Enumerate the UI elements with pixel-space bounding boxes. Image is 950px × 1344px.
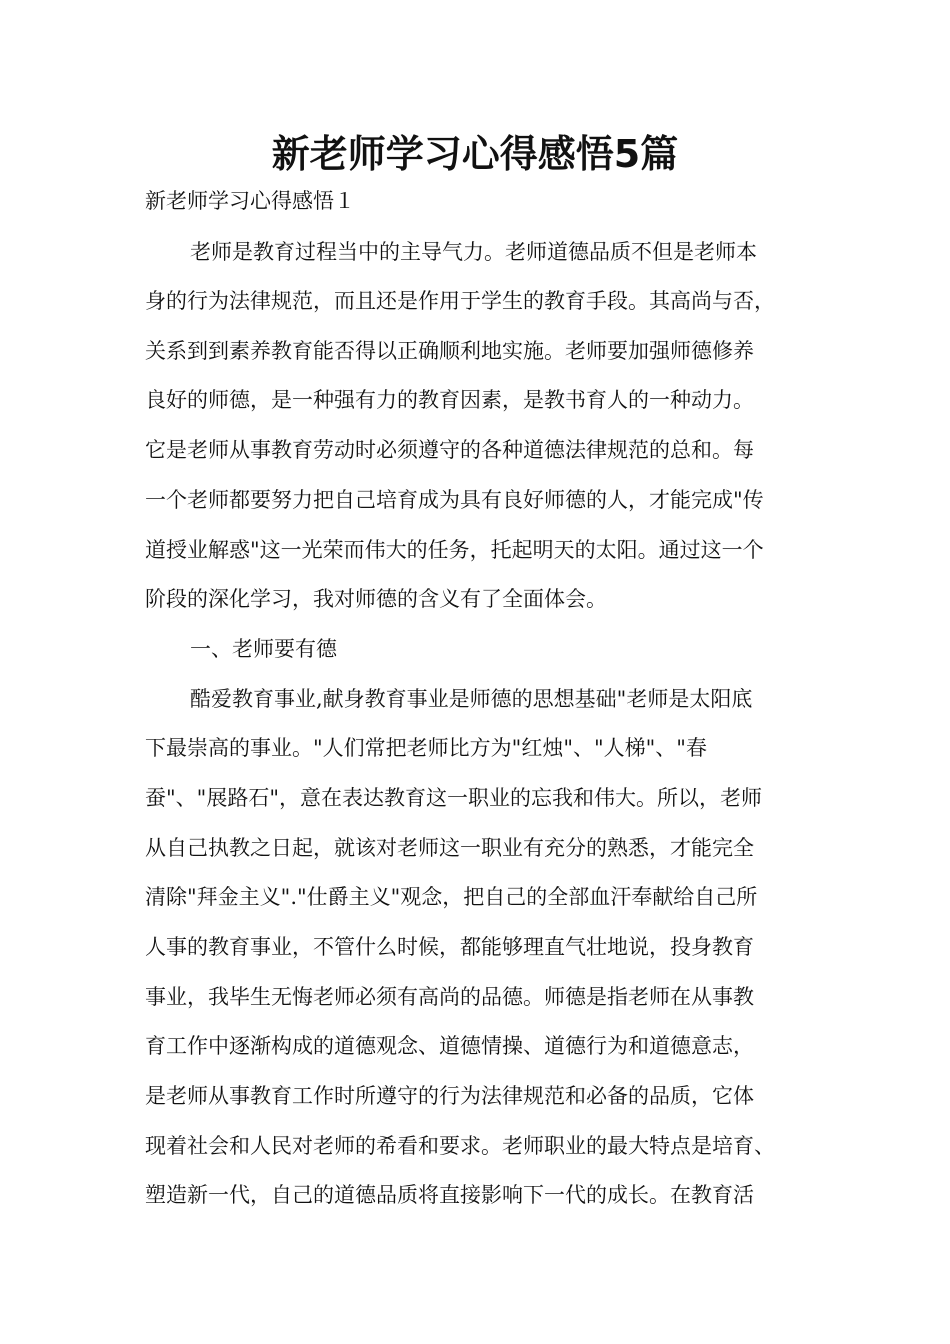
paragraph-line: 一个老师都要努力把自己培育成为具有良好师德的人，才能完成"传 xyxy=(145,488,764,512)
paragraph-line: 现着社会和人民对老师的希看和要求。老师职业的最大特点是培育、 xyxy=(145,1134,775,1158)
paragraph-line: 是老师从事教育工作时所遵守的行为法律规范和必备的品质，它体 xyxy=(145,1084,754,1108)
paragraph-line: 老师是教育过程当中的主导气力。老师道德品质不但是老师本 xyxy=(190,240,757,264)
paragraph-line: 塑造新一代，自己的道德品质将直接影响下一代的成长。在教育活 xyxy=(145,1183,754,1207)
paragraph-line: 它是老师从事教育劳动时必须遵守的各种道德法律规范的总和。每 xyxy=(145,438,754,462)
paragraph-line: 事业，我毕生无悔老师必须有高尚的品德。师德是指老师在从事教 xyxy=(145,985,754,1009)
document-title: 新老师学习心得感悟5篇 xyxy=(271,132,679,176)
section-subtitle: 新老师学习心得感悟１ xyxy=(145,189,355,213)
paragraph-line: 蚕"、"展路石"，意在表达教育这一职业的忘我和伟大。所以，老师 xyxy=(145,786,762,810)
paragraph-line: 下最崇高的事业。"人们常把老师比方为"红烛"、"人梯"、"春 xyxy=(145,736,707,760)
paragraph-line: 人事的教育事业，不管什么时候，都能够理直气壮地说，投身教育 xyxy=(145,935,754,959)
paragraph-line: 关系到到素养教育能否得以正确顺利地实施。老师要加强师德修养 xyxy=(145,339,754,363)
paragraph-line: 阶段的深化学习，我对师德的含义有了全面体会。 xyxy=(145,587,607,611)
paragraph-line: 从自己执教之日起，就该对老师这一职业有充分的熟悉，才能完全 xyxy=(145,836,754,860)
paragraph-line: 育工作中逐渐构成的道德观念、道德情操、道德行为和道德意志， xyxy=(145,1034,754,1058)
paragraph-line: 清除"拜金主义"."仕爵主义"观念，把自己的全部血汗奉献给自己所 xyxy=(145,885,758,909)
section-heading: 一、老师要有德 xyxy=(190,637,337,661)
paragraph-line: 良好的师德，是一种强有力的教育因素，是教书育人的一种动力。 xyxy=(145,388,754,412)
paragraph-line: 酷爱教育事业,献身教育事业是师德的思想基础"老师是太阳底 xyxy=(190,687,753,711)
paragraph-line: 道授业解惑"这一光荣而伟大的任务，托起明天的太阳。通过这一个 xyxy=(145,538,764,562)
paragraph-line: 身的行为法律规范，而且还是作用于学生的教育手段。其高尚与否， xyxy=(145,289,775,313)
